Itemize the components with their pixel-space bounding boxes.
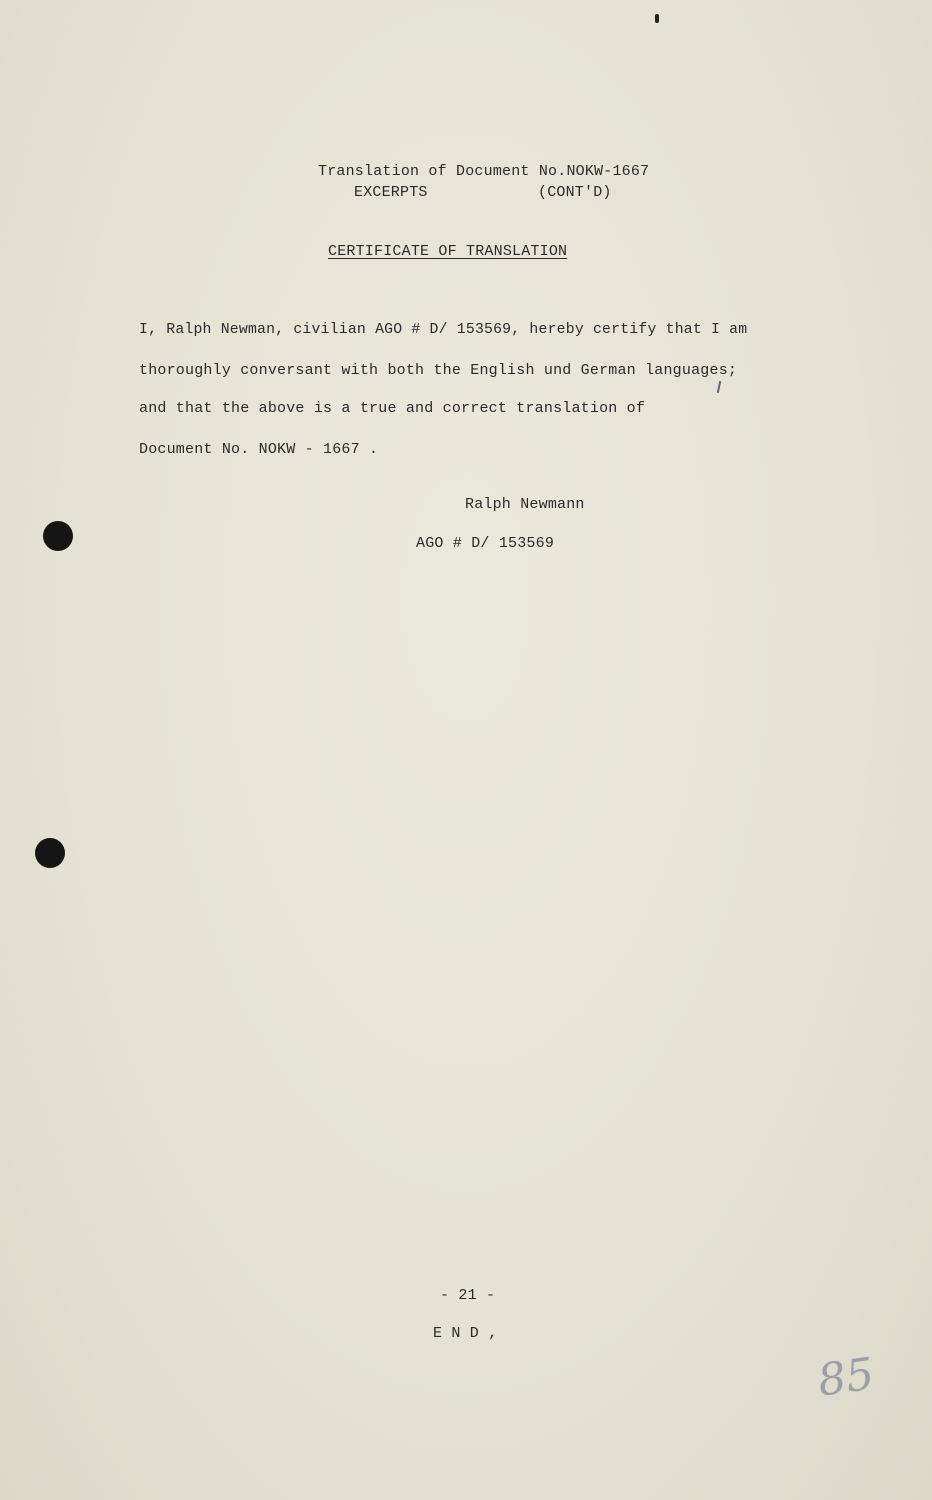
punch-hole-bottom (35, 838, 65, 868)
pencil-tick-mark (717, 381, 721, 393)
body-line-2: thoroughly conversant with both the English und German languages; (139, 362, 738, 379)
body-line-3: and that the above is a true and correct translation of (139, 400, 646, 417)
punch-hole-top (43, 521, 73, 551)
page-number: - 21 - (440, 1287, 496, 1304)
certificate-title: CERTIFICATE OF TRANSLATION (328, 243, 568, 260)
end-marker: E N D , (433, 1325, 498, 1342)
body-line-4: Document No. NOKW - 1667 . (139, 441, 379, 458)
signature-name: Ralph Newmann (465, 496, 585, 513)
handwritten-page-number: 85 (814, 1348, 878, 1407)
header-excerpts: EXCERPTS (354, 184, 428, 201)
ink-speck (655, 14, 659, 23)
signature-ago: AGO # D/ 153569 (416, 535, 555, 552)
header-translation-line: Translation of Document No.NOKW-1667 (318, 163, 650, 180)
body-line-1: I, Ralph Newman, civilian AGO # D/ 153569, hereby certify that I am (139, 322, 748, 338)
header-contd: (CONT'D) (538, 184, 612, 201)
